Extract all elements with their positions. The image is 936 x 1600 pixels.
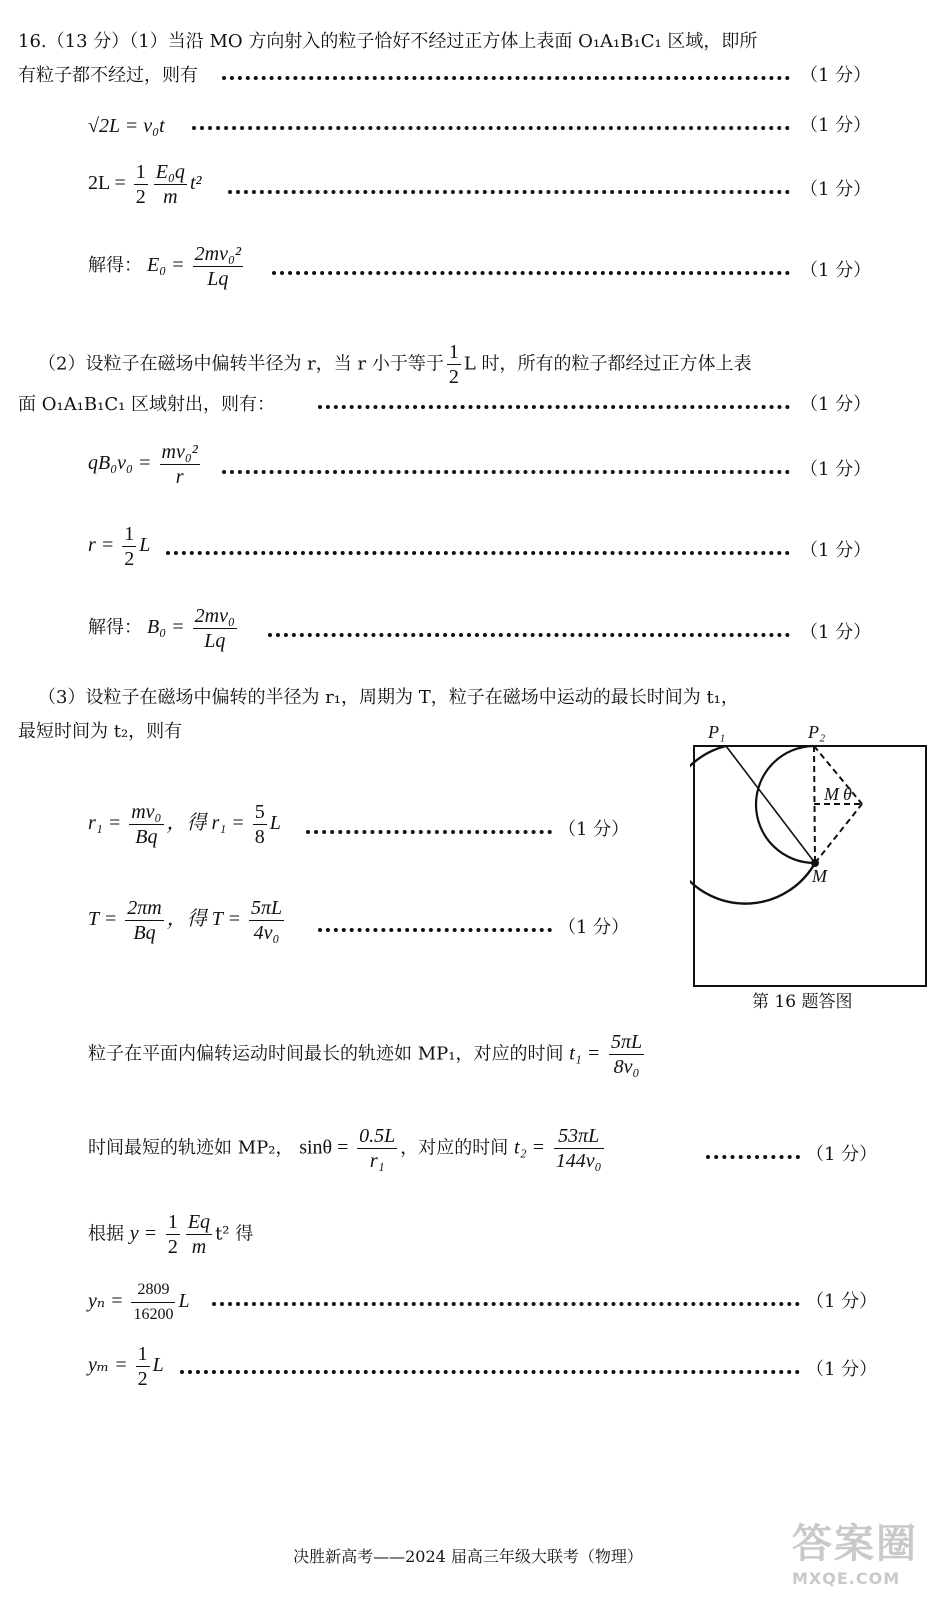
fraction: $\frac{2809}{16200}$ (131, 1278, 175, 1327)
points-label: （1 分） (800, 459, 872, 480)
leader-dots (222, 470, 790, 474)
leader-dots (706, 1155, 800, 1159)
label-m: M (812, 866, 827, 886)
points-label: （1 分） (800, 179, 872, 200)
part3-longest: 粒子在平面内偏转运动时间最长的轨迹如 MP₁，对应的时间 t₁ = $\frac{5\pi L}{\text{8v₀}}$ (88, 1031, 643, 1078)
trajectory-mp2 (756, 746, 815, 863)
part3-eq1: r₁ = $\frac{\text{mv₀}}{Bq}$ ，得 r₁ = $\frac{5}{8}$ L (88, 801, 281, 848)
figure-frame (694, 746, 926, 986)
part3-intro-line1: （3）设粒子在磁场中偏转的半径为 r₁，周期为 T，粒子在磁场中运动的最长时间为 t₁， (38, 687, 739, 708)
fraction: $\frac{1}{2}$ (137, 1343, 148, 1390)
leader-dots (272, 271, 790, 275)
fraction: $\frac{1}{2}$ (124, 523, 135, 570)
fraction: $\frac{5\pi L}{\text{8v₀}}$ (610, 1031, 643, 1078)
fraction: $\frac{\text{mv₀²}}{r}$ (161, 441, 198, 488)
problem-number: 16. (18, 31, 47, 52)
fraction: $\frac{\text{E₀q}}{m}$ (155, 161, 185, 208)
watermark-line1: 答案圈 (792, 1521, 918, 1567)
part3-intro-line2: 最短时间为 t₂，则有 (18, 721, 183, 742)
fraction: $\frac{5}{8}$ (254, 801, 265, 848)
leader-dots (306, 830, 552, 834)
part1-eq2: 2L = $\frac{1}{2}$ $\frac{\text{E₀q}}{m}$ t² (88, 161, 202, 208)
leader-dots (180, 1370, 800, 1374)
problem-score: （13 分） (46, 31, 130, 52)
label-p2: P₂ (808, 722, 826, 742)
watermark-line2: MXQE.COM (792, 1569, 901, 1588)
leader-dots (212, 1302, 800, 1306)
part2-intro-line1: （2）设粒子在磁场中偏转半径为 r，当 r 小于等于 $\frac{1}{2}$ L 时，所有的粒子都经过正方体上表 (38, 341, 752, 388)
figure-16-diagram (690, 720, 930, 990)
points-label: （1 分） (800, 622, 872, 643)
points-label: （1 分） (800, 260, 872, 281)
part2-eq2: r = $\frac{1}{2}$ L (88, 523, 151, 570)
part2-intro-line2: 面 O₁A₁B₁C₁ 区域射出，则有： (18, 394, 276, 415)
fraction: $\frac{2\pi m}{Bq}$ (127, 897, 162, 944)
points-label: （1 分） (558, 917, 630, 938)
leader-dots (318, 928, 552, 932)
radius-line (815, 804, 862, 863)
label-p1: P₁ (708, 722, 726, 742)
trajectory-mp1 (690, 746, 815, 904)
leader-dots (222, 76, 790, 80)
part1-intro-line2: 有粒子都不经过，则有 (18, 65, 198, 86)
fraction: $\frac{\text{mv₀}}{Bq}$ (131, 801, 162, 848)
points-label: （1 分） (806, 1291, 878, 1312)
points-label: （1 分） (800, 540, 872, 561)
part3-yn: yₙ = $\frac{2809}{16200}$ L (88, 1278, 190, 1327)
points-label: （1 分） (800, 115, 872, 136)
fraction: $\frac{5\pi L}{\text{4v₀}}$ (251, 897, 283, 944)
fraction: $\frac{1}{2}$ (135, 161, 146, 208)
label-m-center: M (824, 784, 839, 804)
part1-intro-line1: （1）当沿 MO 方向射入的粒子恰好不经过正方体上表面 O₁A₁B₁C₁ 区域，即所 (129, 31, 758, 52)
watermark-logo (792, 1512, 922, 1594)
leader-dots (268, 633, 790, 637)
part2-eq1: qB₀v₀ = $\frac{\text{mv₀²}}{r}$ (88, 441, 198, 488)
part2-result: 解得： B₀ = $\frac{\text{2mv₀}}{Lq}$ (88, 605, 235, 652)
part1-result: 解得： E₀ = $\frac{\text{2mv₀²}}{Lq}$ (88, 243, 241, 290)
part1-eq1: √2L = v₀t (88, 115, 165, 137)
fraction: $\frac{\text{2mv₀}}{Lq}$ (194, 605, 235, 652)
leader-dots (192, 126, 790, 130)
part3-ym: yₘ = $\frac{1}{2}$ L (88, 1343, 164, 1390)
figure-caption: 第 16 题答图 (752, 992, 853, 1012)
points-label: （1 分） (800, 394, 872, 415)
points-label: （1 分） (806, 1359, 878, 1380)
fraction: $\frac{0.5L}{\text{r₁}}$ (359, 1125, 396, 1172)
page-footer: 决胜新高考——2024 届高三年级大联考（物理） (293, 1547, 643, 1566)
leader-dots (166, 551, 790, 555)
fraction: $\frac{53\pi L}{\text{144v₀}}$ (555, 1125, 602, 1172)
part3-eq2: T = $\frac{2\pi m}{Bq}$ ，得 T = $\frac{5\pi L}{\text{4v₀}}$ (88, 897, 283, 944)
points-label: （1 分） (558, 819, 630, 840)
part3-basis: 根据 y = $\frac{1}{2}$ $\frac{Eq}{m}$ t² 得 (88, 1211, 254, 1258)
leader-dots (318, 405, 790, 409)
points-label: （1 分） (806, 1144, 878, 1165)
fraction: $\frac{1}{2}$ (167, 1211, 178, 1258)
fraction: $\frac{1}{2}$ (448, 341, 459, 388)
leader-dots (228, 190, 790, 194)
label-theta: θ (843, 784, 852, 804)
points-label: （1 分） (800, 65, 872, 86)
fraction: $\frac{Eq}{m}$ (187, 1211, 211, 1258)
problem-header-line (18, 30, 757, 54)
fraction: $\frac{\text{2mv₀²}}{Lq}$ (194, 243, 241, 290)
part3-shortest: 时间最短的轨迹如 MP₂， sinθ = $\frac{0.5L}{\text{r₁}}$ ，对应的时间 t₂ = $\frac{53\pi L}{\text{144v₀}}$ (88, 1125, 602, 1172)
chord-mp1 (726, 746, 815, 863)
